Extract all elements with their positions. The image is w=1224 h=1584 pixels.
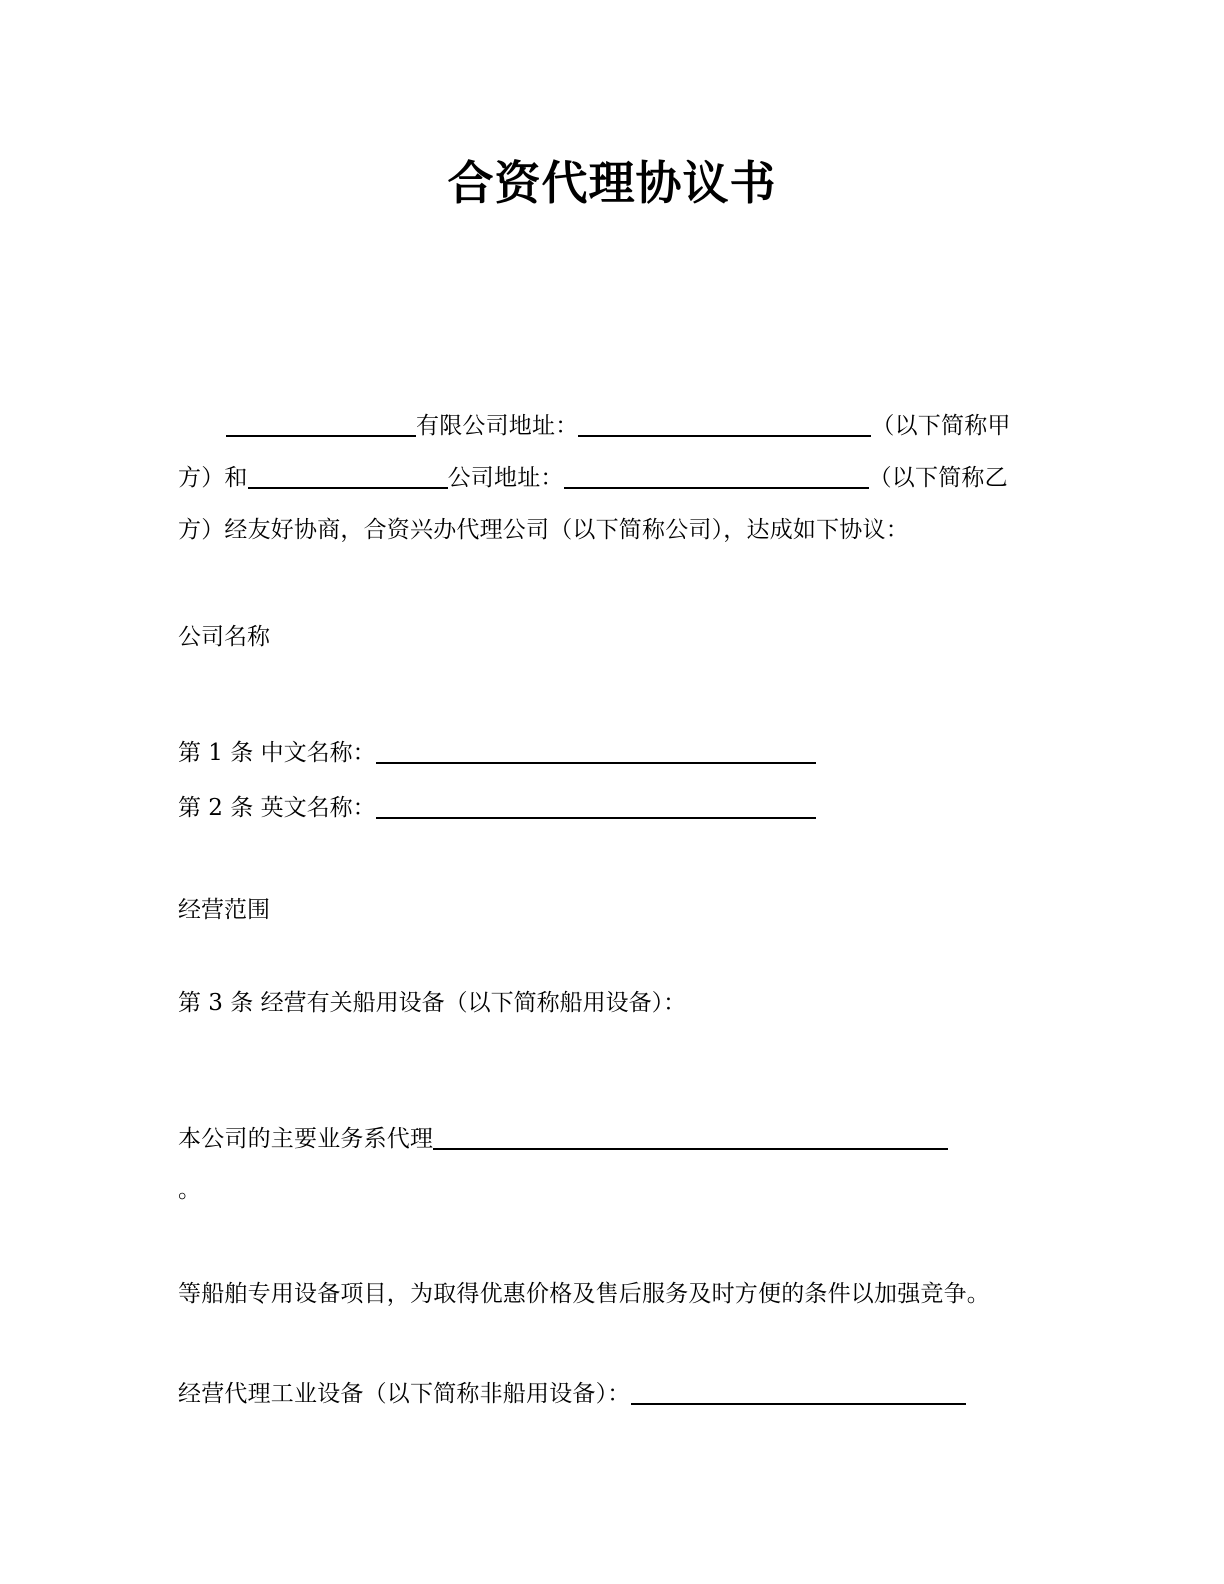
orphan-period-line [178,1168,1050,1212]
chinese-name-blank[interactable] [376,740,816,764]
industrial-equipment-paragraph [178,1368,1050,1420]
preamble-line3-text: 方）经友好协商，合资兴办代理公司（以下简称公司），达成如下协议： [178,517,909,543]
clause-2-number: 第 2 条 [178,795,254,821]
section-heading-business-scope: 经营范围 [178,897,270,923]
orphan-period: 。 [178,1177,201,1203]
clause-1 [178,728,1050,778]
section-heading-company-name: 公司名称 [178,624,270,650]
party-a-name-blank[interactable] [226,413,416,437]
equipment-paragraph [178,1268,1050,1320]
industrial-equipment-blank[interactable] [631,1381,966,1405]
agency-business-line [178,1113,1050,1165]
clause-1-line [178,728,1050,778]
agency-business-text: 本公司的主要业务系代理 [178,1126,434,1152]
preamble-line2-text-b: 公司地址： [447,465,564,491]
clause-3 [178,978,1050,1028]
page-title: 合资代理协议书 [447,155,777,210]
agency-business-blank[interactable] [433,1126,948,1150]
clause-2-label: 英文名称： [260,795,376,821]
clause-3-label: 经营有关船用设备（以下简称船用设备）： [260,990,687,1016]
clause-2 [178,783,1050,833]
english-name-blank[interactable] [376,795,816,819]
preamble-line-3 [178,504,1050,556]
preamble-line1-text-a: 有限公司地址： [416,413,579,439]
preamble-paragraph [178,400,1050,556]
party-b-name-blank[interactable] [248,465,448,489]
preamble-line-2 [178,452,1050,504]
preamble-line2-text-a: 方）和 [178,465,248,491]
preamble-line-1 [178,400,1050,452]
clause-3-number: 第 3 条 [178,990,254,1016]
clause-1-number: 第 1 条 [178,740,254,766]
preamble-line1-text-b: （以下简称甲 [871,413,1011,439]
agency-business-paragraph [178,1113,1050,1165]
section-business-scope [178,888,1050,932]
clause-3-line [178,978,1050,1028]
clause-2-line [178,783,1050,833]
party-a-address-blank[interactable] [578,413,871,437]
party-b-address-blank[interactable] [564,465,869,489]
industrial-equipment-line [178,1368,1050,1420]
industrial-equipment-text: 经营代理工业设备（以下简称非船用设备）： [178,1381,631,1407]
section-company-name [178,615,1050,659]
clause-1-label: 中文名称： [260,740,376,766]
equipment-paragraph-text: 等船舶专用设备项目，为取得优惠价格及售后服务及时方便的条件以加强竞争。 [178,1281,990,1307]
preamble-line2-text-c: （以下简称乙 [868,465,1008,491]
